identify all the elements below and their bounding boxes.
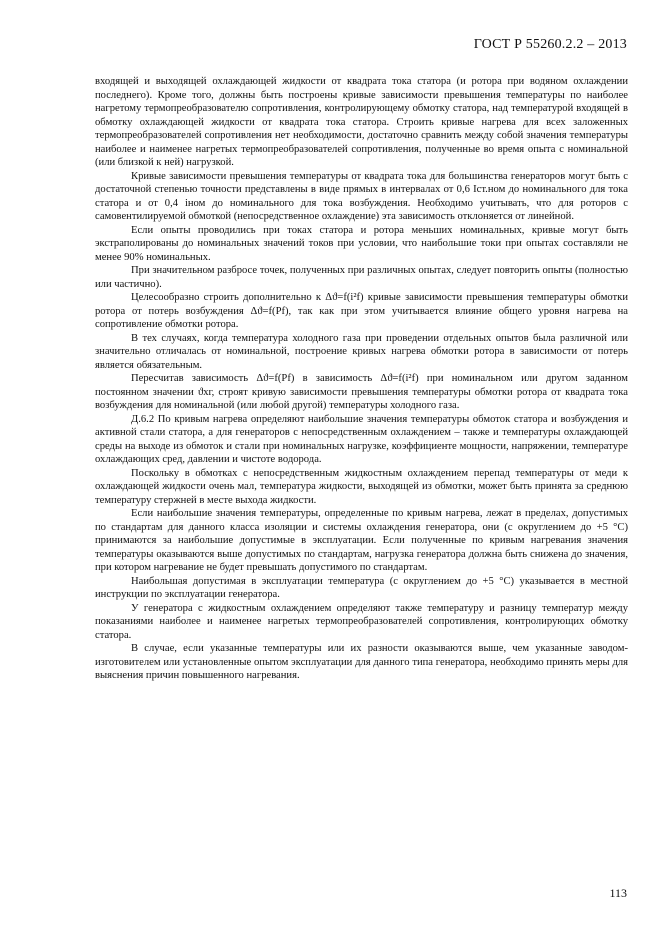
page-number: 113 bbox=[609, 886, 627, 900]
paragraph: входящей и выходящей охлаждающей жидкости от квадрата тока статора (и ротора при водяном охлаждении последнего). Кроме того, должны быть построены кривые зависимости превышения температуры по наиболее нагретому термопреобразователю сопротивления, контролирующему обмотку статора, над температурой входящей в обмотку охлаждающей жидкости от квадрата тока статора. Строить кривые нагрева для всех заложенных термопреобразователей сопротивления нет необходимости, достаточно сравнить между собой значения температуры наиболее и наименее нагретых термопреобразователей сопротивления, полученные во время опыта с номинальной (или близкой к ней) нагрузкой. bbox=[95, 76, 628, 168]
paragraph: Кривые зависимости превышения температуры от квадрата тока для большинства генераторов могут быть с достаточной степенью точности представлены в виде прямых в интервалах от 0,6 Iст.ном до номинального для тока статора и от 0,4 iном до номинального для тока возбуждения. Необходимо учитывать, что для роторов с самовентилируемой обмоткой (непосредственное охлаждение) эта зависимость отклоняется от линейной. bbox=[95, 170, 628, 222]
paragraph: Поскольку в обмотках с непосредственным жидкостным охлаждением перепад температуры от меди к охлаждающей жидкости очень мал, температура жидкости, выходящей из обмотки, может быть принята за среднюю температуру стержней в месте выхода жидкости. bbox=[95, 467, 628, 506]
paragraph: Если наибольшие значения температуры, определенные по кривым нагрева, лежат в пределах, допустимых по стандартам для данного класса изоляции и системы охлаждения генератора, они (с округлением до +5 °С) принимаются за наибольшие допустимые в эксплуатации. Если полученные по кривым нагревания значения температуры оказываются выше допустимых по стандартам, нагрузка генератора должна быть снижена до значения, при котором нагревание не будет превышать допустимого по стандартам. bbox=[95, 508, 628, 573]
paragraph: Пересчитав зависимость Δϑ=f(Pf) в зависимость Δϑ=f(i²f) при номинальном или другом заданном постоянном значении ϑхг, строят кривую зависимости превышения температуры обмотки ротора от квадрата тока возбуждения для номинальной (или любой другой) температуры холодного газа. bbox=[95, 373, 628, 411]
paragraph: В тех случаях, когда температура холодного газа при проведении отдельных опытов была различной или значительно отличалась от номинальной, построение кривых нагрева обмотки ротора в зависимости от потерь является обязательным. bbox=[95, 332, 628, 371]
paragraph: При значительном разбросе точек, полученных при различных опытах, следует повторить опыты (полностью или частично). bbox=[95, 265, 628, 290]
paragraph: В случае, если указанные температуры или их разности оказываются выше, чем указанные заводом-изготовителем или установленные опытом эксплуатации для данного типа генератора, необходимо принять меры для выяснения причин повышенного нагревания. bbox=[95, 643, 628, 681]
document-header: ГОСТ Р 55260.2.2 – 2013 bbox=[473, 37, 627, 52]
paragraph: У генератора с жидкостным охлаждением определяют также температуру и разницу температур между показаниями наиболее и наименее нагретых термопреобразователей сопротивления, контролирующих обмотку статора. bbox=[95, 602, 628, 641]
document-body bbox=[95, 75, 628, 683]
paragraph: Наибольшая допустимая в эксплуатации температура (с округлением до +5 °С) указывается в местной инструкции по эксплуатации генератора. bbox=[95, 575, 628, 600]
paragraph: Д.6.2 По кривым нагрева определяют наибольшие значения температуры обмоток статора и возбуждения и активной стали статора, а для генераторов с непосредственным охлаждением – также и температуры охлаждающей среды на выходе из обмоток и стали при номинальных нагрузке, коэффициенте мощности, напряжении, температуре охлаждающих сред, давлении и чистоте водорода. bbox=[95, 413, 628, 465]
paragraph: Если опыты проводились при токах статора и ротора меньших номинальных, кривые могут быть экстраполированы до номинальных значений токов при условии, что наибольшие токи при опытах составляли не менее 90% номинальных. bbox=[95, 224, 628, 263]
paragraph: Целесообразно строить дополнительно к Δϑ=f(i²f) кривые зависимости превышения температуры обмотки ротора от потерь возбуждения Δϑ=f(Pf), так как при этом учитывается влияние общего уровня нагрева на сопротивление обмотки ротора. bbox=[95, 292, 628, 330]
